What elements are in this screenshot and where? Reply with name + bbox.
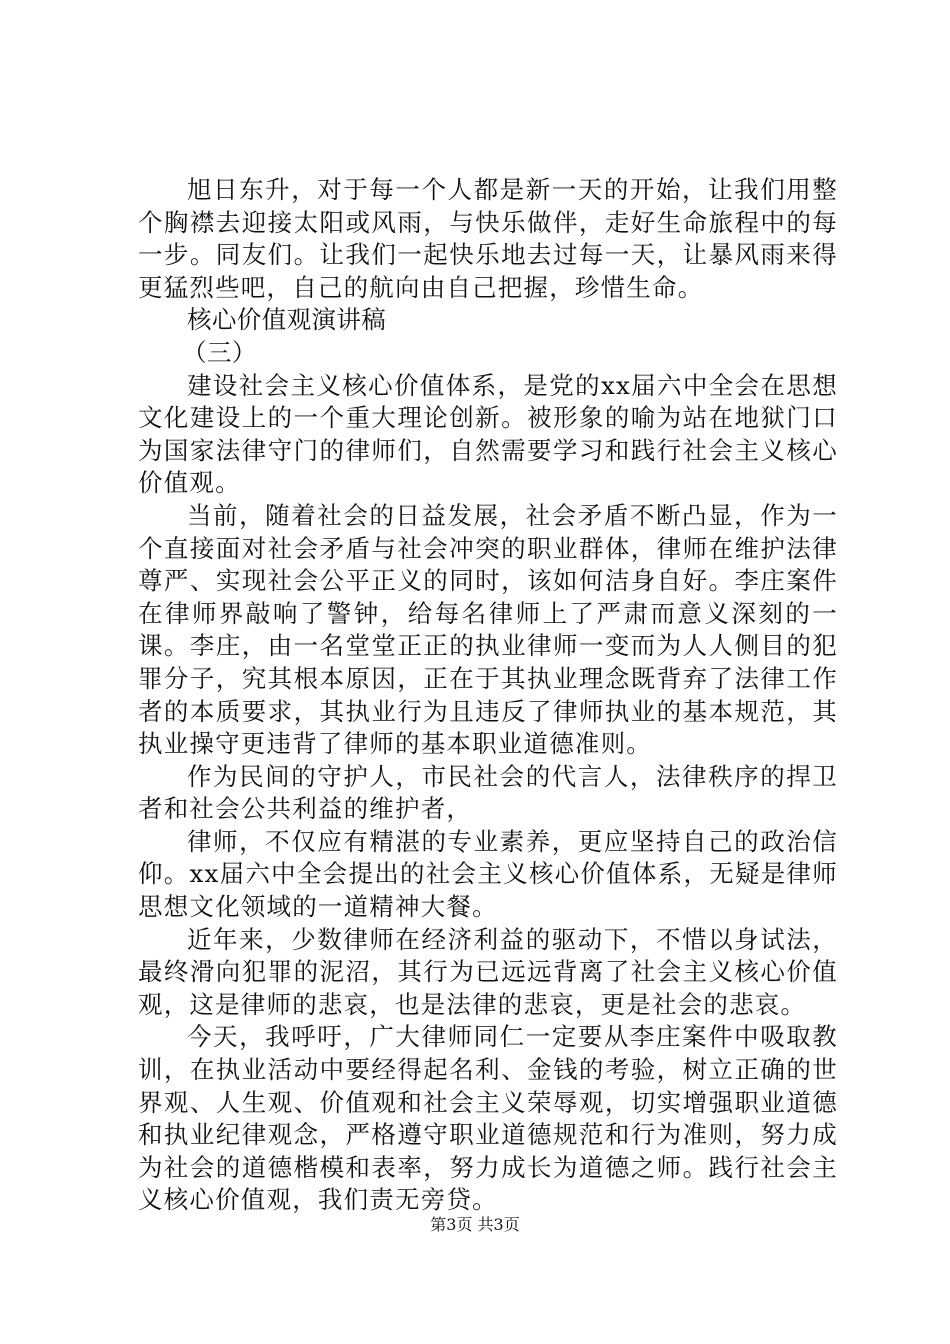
section-title: 核心价值观演讲稿	[187, 305, 387, 335]
paragraph-current-situation: 当前，随着社会的日益发展，社会矛盾不断凸显，作为一个直接面对社会矛盾与社会冲突的职业群体，律师在维护法律尊严、实现社会公平正义的同时，该如何洁身自好。李庄案件在律师界敲响了警钟，给每名律师上了严肃而意义深刻的一课。李庄，由一名堂堂正正的执业律师一变而为人人侧目的犯罪分子，究其根本原因，正在于其执业理念既背弃了法律工作者的本质要求，其执业行为且违反了律师执业的基本规范，其执业操守更违背了律师的基本职业道德准则。	[138, 500, 838, 759]
section-number: （三）	[182, 337, 257, 367]
paragraph-sunrise: 旭日东升，对于每一个人都是新一天的开始，让我们用整个胸襟去迎接太阳或风雨，与快乐做伴，走好生命旅程中的每一步。同友们。让我们一起快乐地去过每一天，让暴风雨来得更猛烈些吧，自己的航向由自己把握，珍惜生命。	[138, 175, 838, 302]
paragraph-recent-years: 近年来，少数律师在经济利益的驱动下，不惜以身试法，最终滑向犯罪的泥沼，其行为已远远背离了社会主义核心价值观，这是律师的悲哀，也是法律的悲哀，更是社会的悲哀。	[138, 924, 838, 1019]
paragraph-lawyer-beliefs: 律师，不仅应有精湛的专业素养，更应坚持自己的政治信仰。xx届六中全会提出的社会主义核心价值体系，无疑是律师思想文化领域的一道精神大餐。	[138, 826, 838, 922]
paragraph-appeal: 今天，我呼吁，广大律师同仁一定要从李庄案件中吸取教训，在执业活动中要经得起名利、金钱的考验，树立正确的世界观、人生观、价值观和社会主义荣辱观，切实增强职业道德和执业纪律观念，严格遵守职业道德规范和行为准则，努力成为社会的道德楷模和表率，努力成长为道德之师。践行社会主义核心价值观，我们责无旁贷。	[138, 1022, 838, 1215]
paragraph-lawyer-roles: 作为民间的守护人，市民社会的代言人，法律秩序的捍卫者和社会公共利益的维护者，	[138, 761, 838, 824]
page-footer: 第3页 共3页	[430, 1215, 520, 1234]
paragraph-core-values-intro: 建设社会主义核心价值体系，是党的xx届六中全会在思想文化建设上的一个重大理论创新。被形象的喻为站在地狱门口为国家法律守门的律师们，自然需要学习和践行社会主义核心价值观。	[138, 370, 838, 498]
document-body	[138, 174, 838, 1217]
